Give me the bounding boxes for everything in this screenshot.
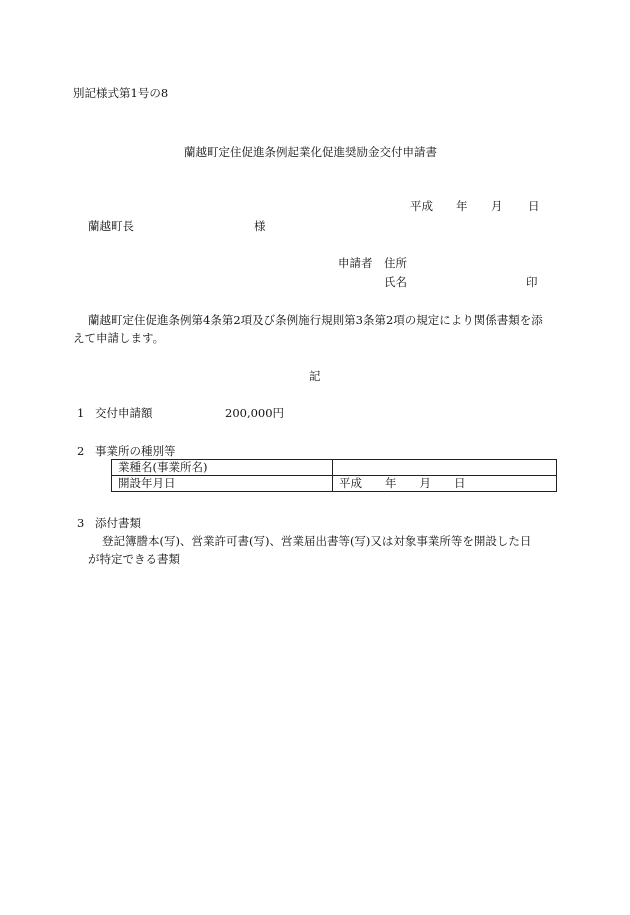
name-label: 氏名 — [384, 275, 407, 289]
section-2-label: 事業所の種別等 — [95, 444, 176, 458]
date-era: 平成 — [410, 199, 433, 213]
section-3-line-1: 登記簿謄本(写)、営業許可書(写)、営業届出書等(写)又は対象事業所等を開設した日 — [102, 534, 532, 548]
date-day: 日 — [528, 199, 540, 213]
section-3-line-2: が特定できる書類 — [88, 552, 180, 566]
address-label: 住所 — [384, 256, 407, 270]
ki-heading: 記 — [309, 369, 321, 383]
document-title: 蘭越町定住促進条例起業化促進奨励金交付申請書 — [184, 145, 437, 159]
section-1-label: 交付申請額 — [95, 406, 153, 420]
body-line-2: えて申請します。 — [73, 331, 165, 345]
section-2-number: 2 — [77, 444, 85, 458]
section-3-label: 添付書類 — [95, 516, 141, 530]
seal-mark: 印 — [526, 275, 538, 289]
section-3-number: 3 — [77, 516, 85, 530]
opening-date-label: 開設年月日 — [112, 476, 333, 492]
applicant-label: 申請者 — [338, 256, 373, 270]
business-type-value — [333, 460, 557, 476]
addressee-name: 蘭越町長 — [88, 219, 134, 233]
table-row — [112, 460, 557, 476]
section-1-amount: 200,000円 — [225, 406, 285, 420]
body-line-1: 蘭越町定住促進条例第4条第2項及び条例施行規則第3条第2項の規定により関係書類を添 — [88, 313, 543, 327]
date-year: 年 — [456, 199, 468, 213]
business-type-label: 業種名(事業所名) — [112, 460, 333, 476]
date-month: 月 — [491, 199, 503, 213]
table-row — [112, 476, 557, 492]
business-info-table — [111, 459, 557, 492]
section-1-number: 1 — [77, 406, 85, 420]
form-number: 別記様式第1号の8 — [73, 86, 169, 100]
opening-date-value: 平成 年 月 日 — [333, 476, 557, 492]
addressee-honorific: 様 — [254, 219, 266, 233]
